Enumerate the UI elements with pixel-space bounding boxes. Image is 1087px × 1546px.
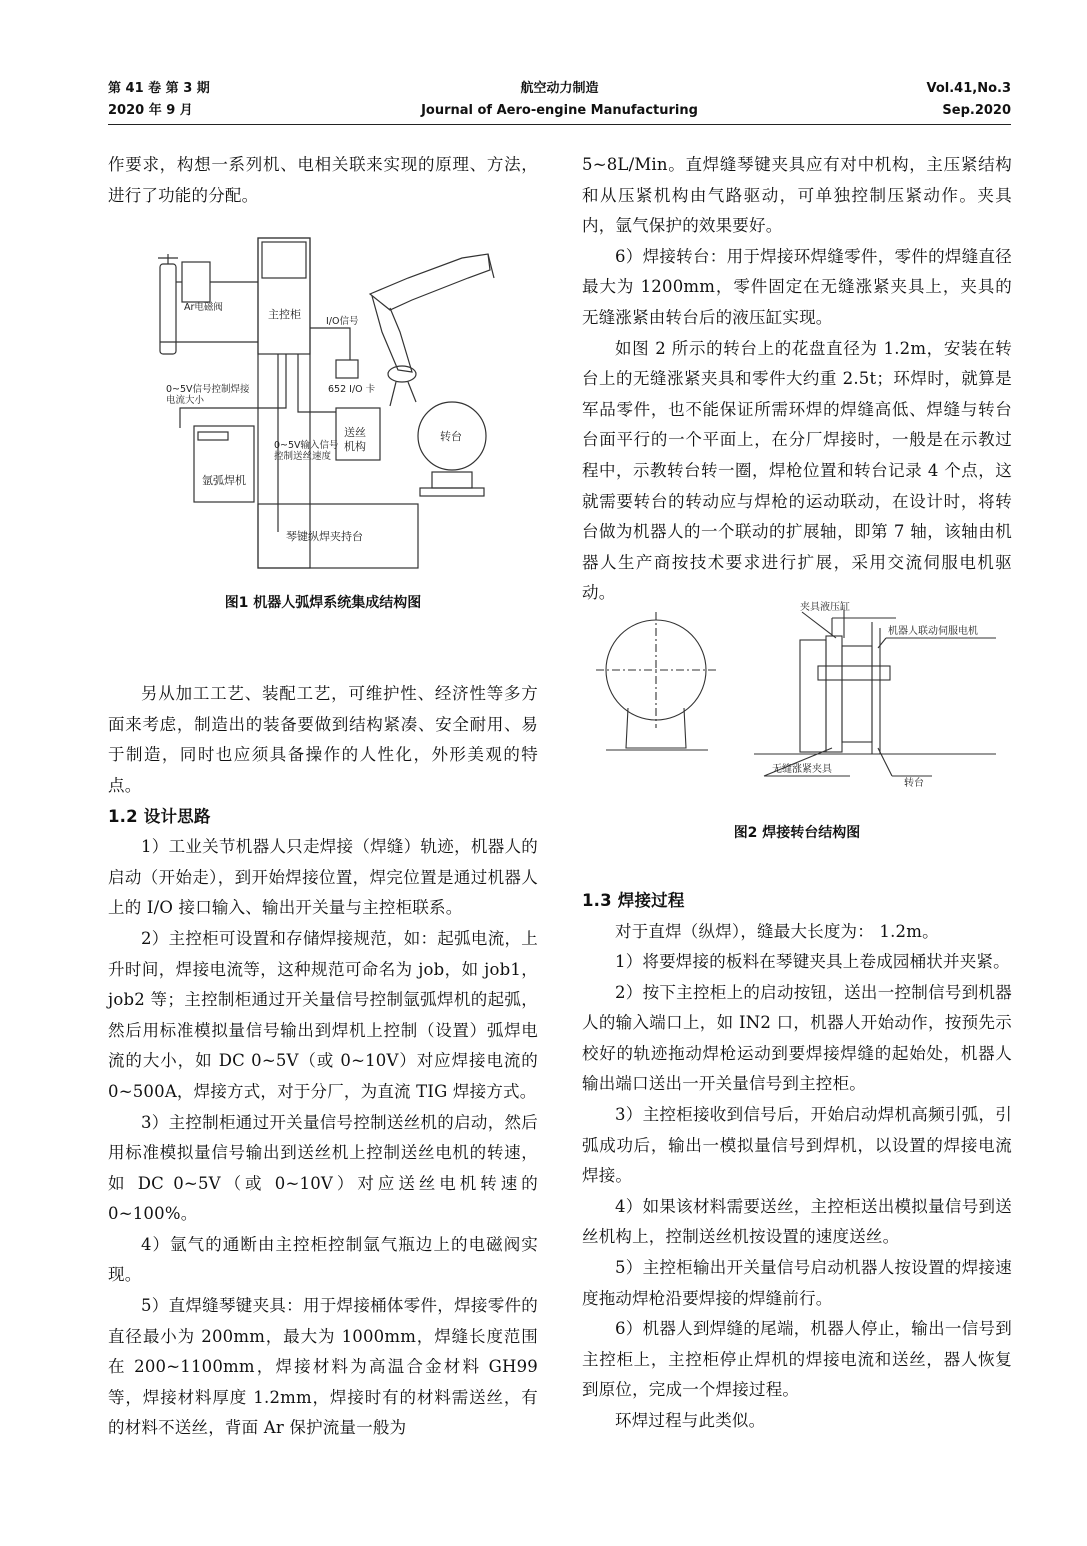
process-step-1: 1）将要焊接的板料在琴键夹具上卷成园桶状并夹紧。 <box>615 952 1010 972</box>
label-ar-valve: Ar电磁阀 <box>184 302 223 313</box>
welder-box <box>194 426 254 502</box>
cabinet-screen <box>262 242 306 278</box>
label-wire-feeder-1: 送丝 <box>344 426 366 439</box>
process-step-6: 6）机器人到焊缝的尾端，机器人停止，输出一信号到主控柜上，主控柜停止焊机的焊接电流和送丝，器人恢复到原位，完成一个焊接过程。 <box>582 1319 1012 1400</box>
label-signal-wire-1: 0~5V输入信号 <box>274 440 339 451</box>
figure2-caption: 图2 焊接转台结构图 <box>733 825 861 841</box>
section-heading-1-2: 1.2 设计思路 <box>108 806 211 826</box>
volume-issue-en: Vol.41,No.3 <box>926 81 1011 96</box>
design-item-1: 1）工业关节机器人只走焊接（焊缝）轨迹，机器人的启动（开始走），到开始焊接位置，焊完位置是通过机器人上的 I/O 接口输入、输出开关量与主控柜联系。 <box>108 837 538 918</box>
design-item-2: 2）主控柜可设置和存储焊接规范，如：起弧电流，上升时间，焊接电流等，这种规范可命名为 job，如 job1，job2 等；主控制柜通过开关量信号控制氩弧焊机的起弧，然后用标准模拟量信号输出到焊机上控制（设置）弧焊电流的大小，如 DC 0~5V（或 0~10V）对应焊接电流的 0~500A，焊接方式，对于分厂，为直流 TIG 焊接方式。 <box>108 928 538 1101</box>
ar-valve-box <box>182 262 210 302</box>
intro-paragraph: 作要求，构想一系列机、电相关联来实现的原理、方法，进行了功能的分配。 <box>108 155 538 205</box>
journal-title-en: Journal of Aero-engine Manufacturing <box>421 103 698 118</box>
figure2-diagram <box>596 598 1016 798</box>
label-fixture-2: 无缝涨紧夹具 <box>772 764 832 775</box>
label-signal-current-1: 0~5V信号控制焊接 <box>166 384 250 395</box>
issue-date: 2020 年 9 月 <box>108 103 193 118</box>
main-cabinet-box <box>258 238 310 568</box>
label-wire-feeder-2: 机构 <box>344 440 366 453</box>
design-item-5: 5）直焊缝琴键夹具：用于焊接桶体零件，焊接零件的直径最小为 200mm，最大为 1000mm，焊缝长度范围在 200~1100mm，焊接材料为高温合金材料 GH99 等，焊接材料厚度 1.2mm，焊接时有的材料需送丝，有的材料不送丝，背面 Ar 保护流量一般为 <box>108 1296 538 1438</box>
label-welder: 氩弧焊机 <box>202 474 246 487</box>
continued-paragraph: 5~8L/Min。直焊缝琴键夹具应有对中机构，主压紧结构和从压紧机构由气路驱动，可单独控制压紧动作。夹具内，氩气保护的效果要好。 <box>582 155 1012 236</box>
journal-title-cn: 航空动力制造 <box>520 81 599 96</box>
label-turntable: 转台 <box>440 430 462 443</box>
process-step-3: 3）主控柜接收到信号后，开始启动焊机高频引弧，引弧成功后，输出一模拟量信号到焊机，以设置的焊接电流焊接。 <box>582 1105 1012 1186</box>
design-item-4: 4）氩气的通断由主控柜控制氩气瓶边上的电磁阀实现。 <box>108 1234 538 1285</box>
design-item-3: 3）主控制柜通过开关量信号控制送丝机的启动，然后用标准模拟量信号输出到送丝机上控制送丝电机的转速，如 DC 0~5V（或 0~10V）对应送丝电机转速的 0~100%。 <box>108 1112 538 1224</box>
label-signal-current-2: 电流大小 <box>166 395 205 406</box>
label-io-card: 652 I/O 卡 <box>328 384 376 395</box>
io-card-box <box>336 360 358 378</box>
section-heading-1-3: 1.3 焊接过程 <box>582 890 685 910</box>
label-io-signal: I/O信号 <box>326 316 359 327</box>
header-rule <box>108 124 1011 125</box>
figure1-diagram <box>150 232 540 572</box>
design-paragraph: 另从加工工艺、装配工艺，可维护性、经济性等多方面来考虑，制造出的装备要做到结构紧凑、安全耐用、易于制造，同时也应须具备操作的人性化，外形美观的特点。 <box>108 684 538 795</box>
issue-date-en: Sep.2020 <box>942 103 1011 118</box>
turntable-paragraph: 如图 2 所示的转台上的花盘直径为 1.2m，安装在转台上的无缝涨紧夹具和零件大约重 2.5t；环焊时，就算是军品零件，也不能保证所需环焊的焊缝高低、焊缝与转台台面平行的一个平面上，在分厂焊接时，一般是在示教过程中，示教转台转一圈，焊枪位置和转台记录 4 个点，这就需要转台的转动应与焊枪的运动联动，在设计时，将转台做为机器人的一个联动的扩展轴，即第 7 轴，该轴由机器人生产商按技术要求进行扩展，采用交流伺服电机驱动。 <box>582 338 1012 603</box>
label-main-cabinet: 主控柜 <box>268 308 301 321</box>
label-servo: 机器人联动伺服电机 <box>888 626 978 637</box>
item-6-paragraph: 6）焊接转台：用于焊接环焊缝零件，零件的焊缝直径最大为 1200mm，零件固定在无缝涨紧夹具上，夹具的无缝涨紧由转台后的液压缸实现。 <box>582 246 1012 327</box>
label-turntable-2: 转台 <box>904 778 924 789</box>
header-center <box>108 78 1011 122</box>
circumferential-note: 环焊过程与此类似。 <box>615 1411 766 1430</box>
figure1-caption: 图1 机器人弧焊系统集成结构图 <box>224 595 422 611</box>
volume-issue: 第 41 卷 第 3 期 <box>108 81 210 96</box>
robot-arm-icon <box>370 254 490 310</box>
process-step-4: 4）如果该材料需要送丝，主控柜送出模拟量信号到送丝机构上，控制送丝机按设置的速度送丝。 <box>582 1196 1012 1247</box>
gas-cylinder-icon <box>160 264 176 354</box>
flange-plate <box>826 636 842 752</box>
label-fixture: 琴键纵焊夹持台 <box>286 530 363 543</box>
running-header <box>108 78 1011 128</box>
label-signal-wire-2: 控制送丝速度 <box>274 451 332 462</box>
process-intro: 对于直焊（纵焊），缝最大长度为： 1.2m。 <box>615 921 939 941</box>
header-right <box>927 78 1012 122</box>
process-step-5: 5）主控柜输出开关量信号启动机器人按设置的焊接速度拖动焊枪沿要焊接的焊缝前行。 <box>582 1258 1012 1308</box>
process-step-2: 2）按下主控柜上的启动按钮，送出一控制信号到机器人的输入端口上，如 IN2 口，机器人开始动作，按预先示校好的轨迹拖动焊枪运动到要焊接焊缝的起始处，机器人输出端口送出一开关量信号到主控柜。 <box>582 982 1012 1094</box>
label-cylinder: 夹具液压缸 <box>800 602 850 613</box>
